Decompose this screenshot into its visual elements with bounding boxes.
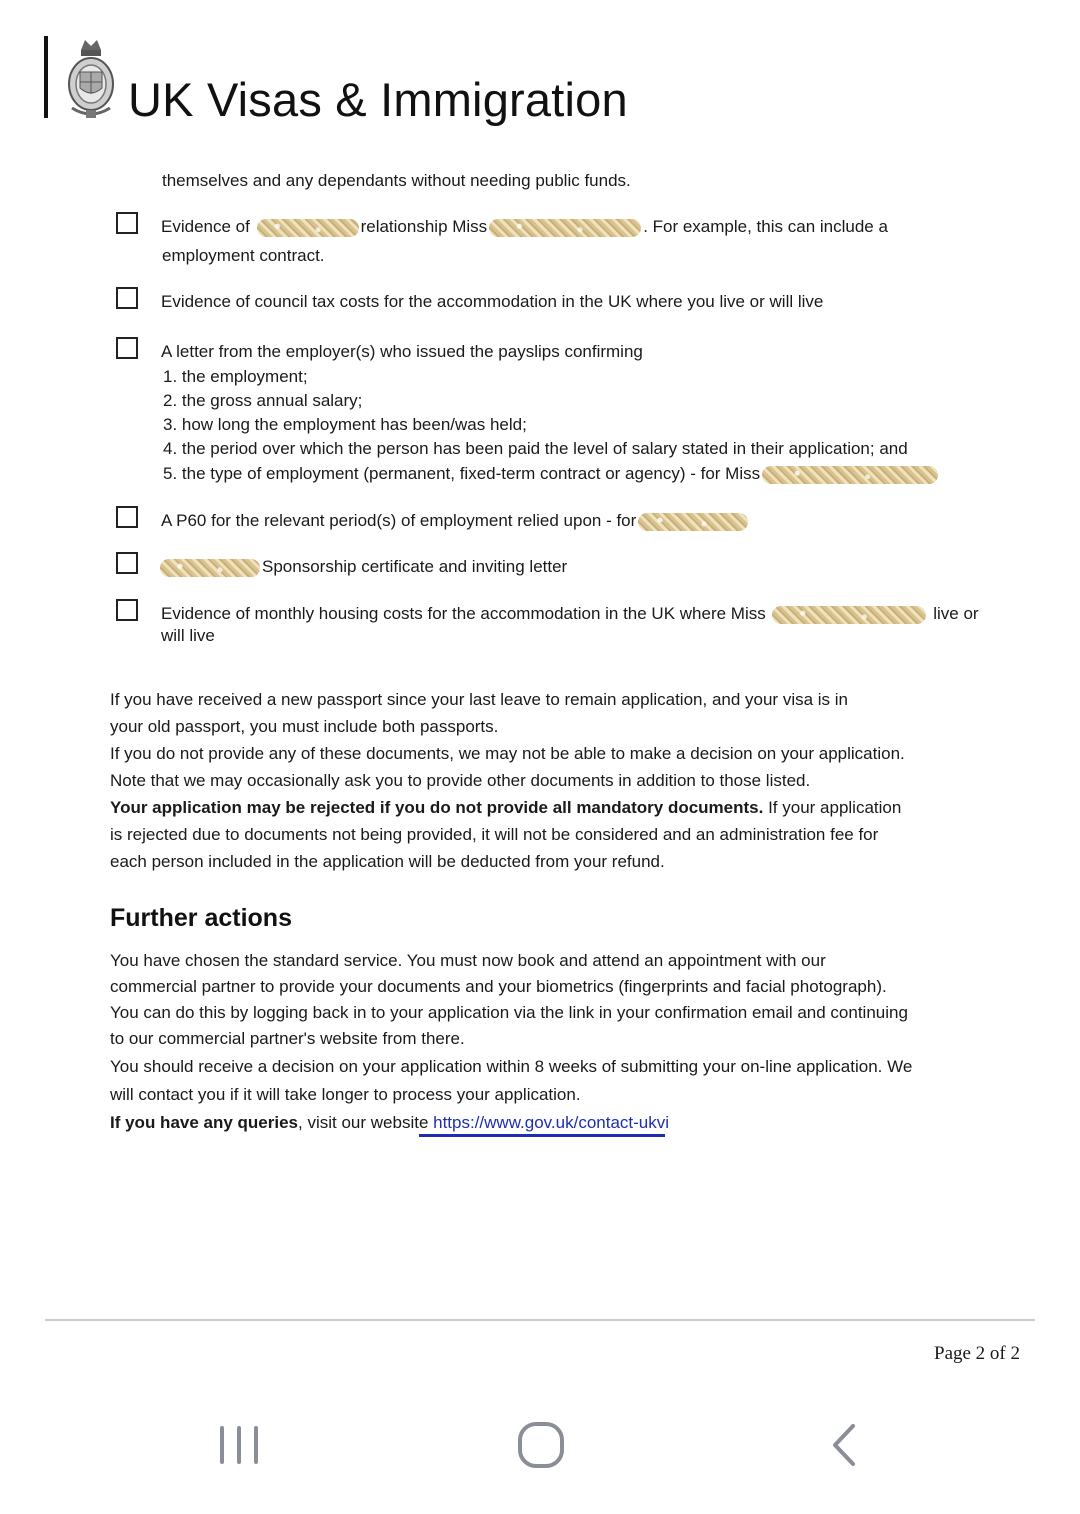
checklist-item-council-tax: Evidence of council tax costs for the accommodation in the UK where you live or will live bbox=[161, 292, 824, 311]
further-line: to our commercial partner's website from there. bbox=[110, 1029, 465, 1048]
redaction bbox=[772, 606, 926, 624]
back-icon bbox=[823, 1420, 863, 1470]
further-actions-heading: Further actions bbox=[110, 904, 292, 932]
back-button[interactable] bbox=[798, 1410, 888, 1480]
sub-item: 3. how long the employment has been/was held; bbox=[163, 415, 527, 434]
recent-apps-icon bbox=[216, 1422, 262, 1468]
item-text: Evidence of monthly housing costs for the accommodation in the UK where Miss bbox=[161, 604, 766, 623]
footer-divider bbox=[45, 1319, 1035, 1321]
checklist-item-relationship-line2: employment contract. bbox=[162, 246, 325, 265]
checkbox-sponsorship[interactable] bbox=[116, 552, 138, 574]
checklist-item-relationship bbox=[161, 216, 888, 238]
queries-label: If you have any queries bbox=[110, 1113, 299, 1132]
item-text: live or bbox=[933, 604, 979, 623]
further-line: commercial partner to provide your documents and your biometrics (fingerprints and facial photograph). bbox=[110, 977, 887, 996]
note-line: If you do not provide any of these documents, we may not be able to make a decision on your application. bbox=[110, 744, 905, 763]
home-icon bbox=[516, 1420, 566, 1470]
note-line: If you have received a new passport since your last leave to remain application, and your visa is in bbox=[110, 690, 849, 709]
recent-apps-button[interactable] bbox=[194, 1410, 284, 1480]
further-line: will contact you if it will take longer to process your application. bbox=[110, 1085, 581, 1104]
further-line: You should receive a decision on your application within 8 weeks of submitting your on-line application. We bbox=[110, 1057, 913, 1076]
checklist-intro: themselves and any dependants without needing public funds. bbox=[162, 171, 631, 190]
checkbox-employer-letter[interactable] bbox=[116, 337, 138, 359]
queries-text: , visit our website bbox=[298, 1113, 434, 1132]
checklist-item-housing-costs bbox=[161, 603, 979, 625]
royal-crest-icon bbox=[64, 36, 118, 120]
note-line: your old passport, you must include both passports. bbox=[110, 717, 499, 736]
page-number: Page 2 of 2 bbox=[934, 1343, 1021, 1364]
header-divider-bar bbox=[44, 36, 48, 118]
sub-item-text: 5. the type of employment (permanent, fixed-term contract or agency) - for Miss bbox=[163, 464, 761, 483]
note-line: each person included in the application will be deducted from your refund. bbox=[110, 852, 665, 871]
note-line: Note that we may occasionally ask you to provide other documents in addition to those listed. bbox=[110, 771, 811, 790]
checklist-item-sponsorship bbox=[160, 556, 567, 578]
sub-item: 2. the gross annual salary; bbox=[163, 391, 363, 410]
item-text: relationship Miss bbox=[360, 217, 488, 236]
further-actions-section bbox=[110, 948, 950, 1136]
sub-item: 4. the period over which the person has been paid the level of salary stated in their application; and bbox=[163, 439, 908, 458]
item-text: Evidence of bbox=[161, 217, 250, 236]
link-underline bbox=[419, 1134, 665, 1137]
checkbox-p60[interactable] bbox=[116, 506, 138, 528]
note-line bbox=[110, 794, 950, 821]
queries-line bbox=[110, 1110, 950, 1136]
checkbox-housing-costs[interactable] bbox=[116, 599, 138, 621]
mandatory-warning: Your application may be rejected if you do not provide all mandatory documents. bbox=[110, 798, 764, 817]
notes-section bbox=[110, 686, 950, 875]
further-line: You have chosen the standard service. You must now book and attend an appointment with our bbox=[110, 951, 826, 970]
redaction bbox=[160, 559, 260, 577]
item-text: Sponsorship certificate and inviting letter bbox=[262, 557, 568, 576]
item-text: A P60 for the relevant period(s) of employment relied upon - for bbox=[161, 511, 637, 530]
note-text: If your application bbox=[763, 798, 902, 817]
checkbox-council-tax[interactable] bbox=[116, 287, 138, 309]
item-text: . For example, this can include a bbox=[643, 217, 888, 236]
redaction bbox=[638, 513, 748, 531]
contact-ukvi-link[interactable]: https://www.gov.uk/contact-ukvi bbox=[433, 1113, 670, 1132]
sub-item: 1. the employment; bbox=[163, 367, 308, 386]
checkbox-relationship-evidence[interactable] bbox=[116, 212, 138, 234]
checklist-item-p60 bbox=[161, 510, 750, 532]
home-button[interactable] bbox=[496, 1410, 586, 1480]
redaction bbox=[762, 466, 938, 484]
brand-title: UK Visas & Immigration bbox=[128, 73, 628, 126]
document-header bbox=[0, 0, 1080, 140]
note-line: is rejected due to documents not being provided, it will not be considered and an administration fee for bbox=[110, 825, 879, 844]
redaction bbox=[489, 219, 641, 237]
redaction bbox=[257, 219, 359, 237]
android-navigation-bar bbox=[0, 1390, 1080, 1514]
sub-item bbox=[163, 463, 940, 485]
checklist-item-employer-letter: A letter from the employer(s) who issued the payslips confirming bbox=[161, 342, 643, 361]
checklist-item-housing-costs-line2: will live bbox=[161, 626, 215, 645]
further-line: You can do this by logging back in to your application via the link in your confirmation email and continuing bbox=[110, 1003, 908, 1022]
